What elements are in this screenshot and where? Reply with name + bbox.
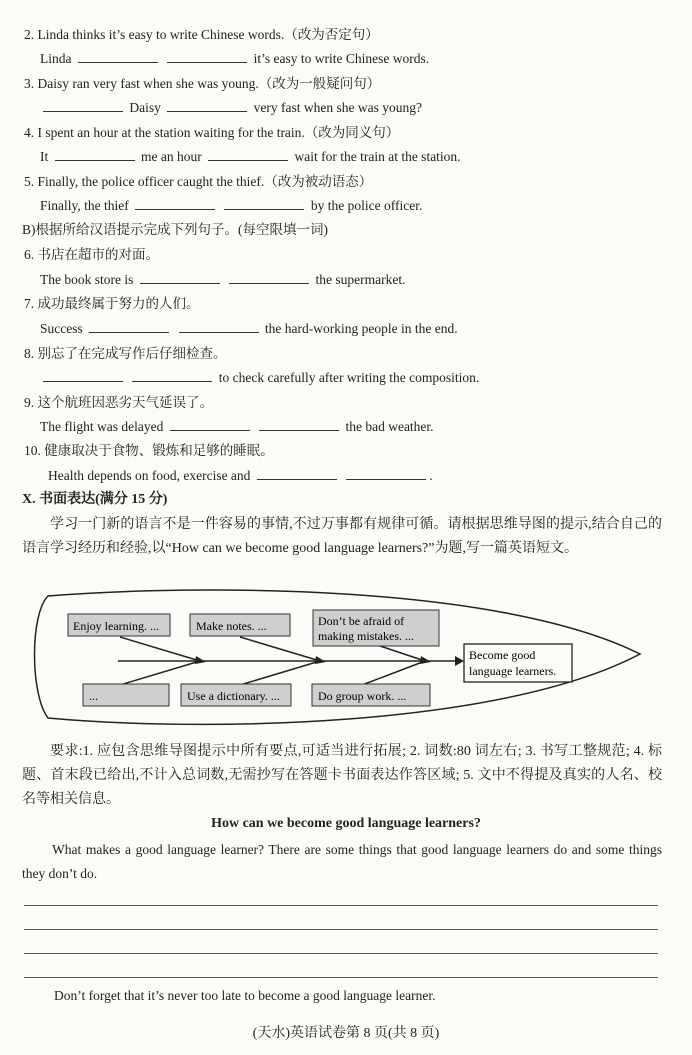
- answer-blank[interactable]: [78, 50, 158, 63]
- answer-blank[interactable]: [259, 418, 339, 431]
- answer-blank[interactable]: [89, 320, 169, 333]
- writing-line[interactable]: [24, 905, 658, 906]
- node-label-enjoy: Enjoy learning. ...: [73, 619, 159, 633]
- page-footer: (天水)英语试卷第 8 页(共 8 页): [252, 1026, 440, 1041]
- answer-line-3: [40, 99, 422, 117]
- answer-text: wait for the train at the station.: [294, 149, 461, 164]
- question-6: 6. 书店在超市的对面。: [24, 247, 159, 262]
- question-7: 7. 成功最终属于努力的人们。: [24, 296, 200, 311]
- answer-line-5: [40, 197, 422, 215]
- section-x-heading: X. 书面表达(满分 15 分): [22, 492, 168, 507]
- answer-blank[interactable]: [55, 148, 135, 161]
- writing-line[interactable]: [24, 929, 658, 930]
- answer-text: Linda: [40, 51, 72, 66]
- node-label-mistakes-1: Don’t be afraid of: [318, 614, 405, 628]
- answer-line-10: [48, 467, 433, 485]
- answer-text: the hard-working people in the end.: [264, 321, 458, 336]
- question-9: 9. 这个航班因恶劣天气延误了。: [24, 395, 213, 410]
- answer-text: Health depends on food, exercise and: [48, 468, 251, 483]
- answer-blank[interactable]: [167, 99, 247, 112]
- answer-line-6: [40, 271, 405, 289]
- answer-text: me an hour: [141, 149, 202, 164]
- question-8: 8. 别忘了在完成写作后仔细检查。: [24, 346, 227, 361]
- writing-line[interactable]: [24, 977, 658, 978]
- answer-text: the supermarket.: [315, 272, 406, 287]
- answer-text: The book store is: [40, 272, 134, 287]
- goal-label-2: language learners.: [469, 664, 557, 678]
- answer-blank[interactable]: [257, 467, 337, 480]
- answer-line-2: [40, 50, 429, 68]
- answer-blank[interactable]: [135, 197, 215, 210]
- writing-line[interactable]: [24, 953, 658, 954]
- section-b-heading: B)根据所给汉语提示完成下列句子。(每空限填一词): [22, 222, 328, 237]
- answer-blank[interactable]: [346, 467, 426, 480]
- answer-line-4: [40, 148, 461, 166]
- answer-text: it’s easy to write Chinese words.: [253, 51, 430, 66]
- node-label-dictionary: Use a dictionary. ...: [187, 689, 280, 703]
- answer-blank[interactable]: [167, 50, 247, 63]
- node-label-notes: Make notes. ...: [196, 619, 267, 633]
- answer-text: Finally, the thief: [40, 198, 129, 213]
- answer-text: very fast when she was young?: [253, 100, 422, 115]
- answer-text: It: [40, 149, 49, 164]
- answer-blank[interactable]: [179, 320, 259, 333]
- answer-text: to check carefully after writing the composition.: [218, 370, 480, 385]
- question-3: 3. Daisy ran very fast when she was young.（改为一般疑问句）: [24, 76, 381, 91]
- node-label-mistakes-2: making mistakes. ...: [318, 629, 414, 643]
- answer-blank[interactable]: [224, 197, 304, 210]
- essay-opening: What makes a good language learner? There are some things that good language learners do and some things they don’t do.: [22, 842, 662, 881]
- answer-blank[interactable]: [132, 369, 212, 382]
- answer-blank[interactable]: [43, 99, 123, 112]
- answer-blank[interactable]: [170, 418, 250, 431]
- answer-line-8: [40, 369, 479, 387]
- question-10: 10. 健康取决于食物、锻炼和足够的睡眠。: [24, 443, 274, 458]
- answer-blank[interactable]: [208, 148, 288, 161]
- answer-blank[interactable]: [229, 271, 309, 284]
- question-5: 5. Finally, the police officer caught the thief.（改为被动语态）: [24, 174, 373, 189]
- writing-intro: 学习一门新的语言不是一件容易的事情,不过万事都有规律可循。请根据思维导图的提示,结合自己的语言学习经历和经验,以“How can we become good language learners?”为题,写一篇英语短文。: [22, 517, 662, 556]
- question-4: 4. I spent an hour at the station waiting for the train.（改为同义句）: [24, 125, 400, 140]
- essay-title: How can we become good language learners?: [211, 816, 481, 831]
- answer-text: The flight was delayed: [40, 419, 164, 434]
- question-2: 2. Linda thinks it’s easy to write Chinese words.（改为否定句）: [24, 27, 379, 42]
- goal-label-1: Become good: [469, 648, 536, 662]
- answer-text: Daisy: [129, 100, 161, 115]
- essay-closing: Don’t forget that it’s never too late to become a good language learner.: [54, 988, 436, 1003]
- answer-blank[interactable]: [140, 271, 220, 284]
- node-label-group: Do group work. ...: [318, 689, 407, 703]
- answer-text: by the police officer.: [310, 198, 423, 213]
- writing-requirements: 要求:1. 应包含思维导图提示中所有要点,可适当进行拓展; 2. 词数:80 词左右; 3. 书写工整规范; 4. 标题、首末段已给出,不计入总词数,无需抄写在答题卡书面表达作答区域; 5. 文中不得提及真实的人名、校名等相关信息。: [22, 744, 662, 807]
- answer-text: Success: [40, 321, 83, 336]
- answer-line-9: [40, 418, 434, 436]
- answer-text: the bad weather.: [345, 419, 434, 434]
- answer-line-7: [40, 320, 458, 338]
- answer-text: .: [429, 468, 433, 483]
- node-label-blank: ...: [89, 689, 98, 703]
- answer-blank[interactable]: [43, 369, 123, 382]
- mind-map-diagram: [0, 584, 692, 732]
